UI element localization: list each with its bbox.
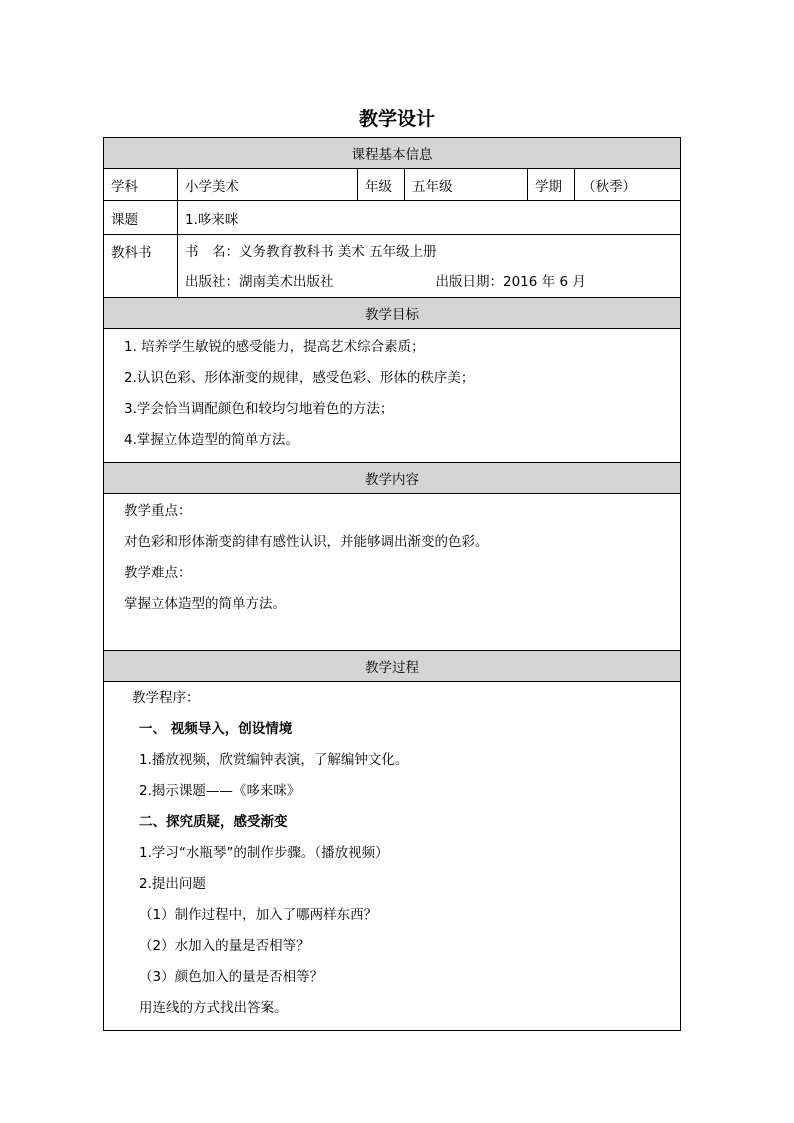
process-step: 1.播放视频，欣赏编钟表演，了解编钟文化。 (139, 752, 409, 768)
process-closing: 用连线的方式找出答案。 (139, 1000, 288, 1016)
content-body (104, 494, 681, 651)
difficulty-text: 掌握立体造型的简单方法。 (124, 596, 286, 612)
question-item: （1）制作过程中，加入了哪两样东西？ (139, 907, 378, 923)
grade-value: 五年级 (405, 169, 528, 201)
grade-label: 年级 (358, 169, 405, 201)
topic-label: 课题 (104, 201, 178, 235)
objective-item: 1. 培养学生敏锐的感受能力，提高艺术综合素质； (124, 339, 425, 355)
section-heading: 二、探究质疑，感受渐变 (139, 814, 288, 830)
process-intro: 教学程序： (132, 690, 200, 706)
term-label: 学期 (528, 169, 575, 201)
objective-item: 3.学会恰当调配颜色和较均匀地着色的方法； (124, 401, 394, 417)
process-step: 2.揭示课题——《哆来咪》 (139, 783, 301, 799)
publisher-row (185, 267, 680, 297)
textbook-info (178, 235, 681, 298)
book-name-line: 书 名：义务教育教科书 美术 五年级上册 (185, 244, 437, 260)
subject-label: 学科 (104, 169, 178, 201)
objective-item: 2.认识色彩、形体渐变的规律，感受色彩、形体的秩序美； (124, 370, 475, 386)
pub-date-line: 出版日期：2016 年 6 月 (435, 274, 586, 290)
process-step: 2.提出问题 (139, 876, 206, 892)
content-header: 教学内容 (104, 463, 681, 494)
section-heading: 一、 视频导入，创设情境 (139, 721, 293, 737)
subject-value: 小学美术 (178, 169, 358, 201)
process-header: 教学过程 (104, 651, 681, 682)
key-points-text: 对色彩和形体渐变韵律有感性认识，并能够调出渐变的色彩。 (124, 534, 489, 550)
publisher-line: 出版社：湖南美术出版社 (185, 274, 334, 290)
topic-value: 1.哆来咪 (178, 201, 681, 235)
process-body (104, 682, 681, 1031)
process-step: 1.学习“水瓶琴”的制作步骤。（播放视频） (139, 845, 389, 861)
key-points-label: 教学重点： (124, 503, 192, 519)
page-title: 教学设计 (358, 108, 435, 130)
difficulty-label: 教学难点： (124, 565, 192, 581)
lesson-design-table (103, 137, 681, 1031)
objectives-body (104, 329, 681, 463)
objectives-header: 教学目标 (104, 298, 681, 329)
basic-info-header: 课程基本信息 (104, 138, 681, 169)
objective-item: 4.掌握立体造型的简单方法。 (124, 432, 299, 448)
textbook-label: 教科书 (104, 235, 178, 298)
term-value: （秋季） (575, 169, 681, 201)
question-item: （2）水加入的量是否相等？ (139, 938, 310, 954)
question-item: （3）颜色加入的量是否相等？ (139, 969, 324, 985)
